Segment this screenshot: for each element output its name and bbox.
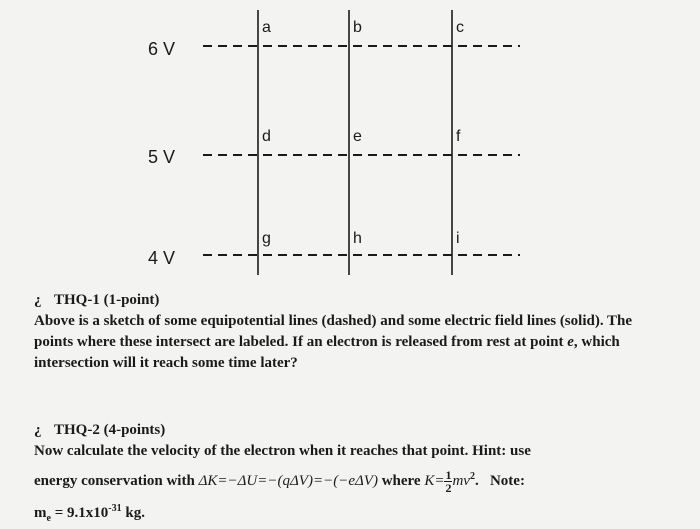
question-body-part1: Above is a sketch of some equipotential lines (dashed) and some electric field lines (solid). The points where these intersect are labeled. If an electron is released from rest at point xyxy=(34,313,633,350)
point-label-g: g xyxy=(262,230,271,247)
kinetic-energy-rhs: mv xyxy=(452,473,470,489)
question-heading-thq1 xyxy=(34,290,674,311)
line2-text-c: . Note: xyxy=(474,473,525,489)
point-label-i: i xyxy=(456,230,460,247)
point-label-e: e xyxy=(353,128,362,145)
mass-unit: kg. xyxy=(121,505,145,522)
potential-label-5v: 5 V xyxy=(148,147,176,167)
point-label-b: b xyxy=(353,19,362,36)
question-thq2 xyxy=(34,420,674,529)
question-mark-icon: ¿ xyxy=(34,292,42,308)
question-body-part2: , which intersection will it reach some time later? xyxy=(34,334,620,371)
mass-subscript: e xyxy=(46,513,51,525)
point-e-ref: e xyxy=(567,334,574,350)
point-label-c: c xyxy=(456,19,464,36)
kinetic-energy-lhs: K= xyxy=(424,473,445,489)
energy-equation: ΔK=−ΔU=−(qΔV)=−(−eΔV) xyxy=(198,473,378,489)
fraction-denominator: 2 xyxy=(445,481,452,496)
potential-label-6v: 6 V xyxy=(148,39,176,59)
question-body-thq1 xyxy=(34,311,674,374)
question-mark-icon: ¿ xyxy=(34,422,42,438)
exponent-two: 2 xyxy=(469,471,475,482)
line2-text-b: where xyxy=(377,473,425,489)
question-heading-thq2 xyxy=(34,420,674,441)
point-label-f: f xyxy=(456,128,461,145)
point-label-a: a xyxy=(262,19,271,36)
point-label-d: d xyxy=(262,128,271,145)
mass-exponent: -31 xyxy=(108,503,122,515)
mass-symbol: m xyxy=(34,505,47,522)
line2-text-a: energy conservation with xyxy=(34,473,199,489)
question-line-1: Now calculate the velocity of the electron when it reaches that point. Hint: use xyxy=(34,443,531,459)
point-label-h: h xyxy=(353,230,362,247)
fraction-numerator: 1 xyxy=(445,468,452,483)
potential-label-4v: 4 V xyxy=(148,248,176,268)
mass-value: = 9.1x10 xyxy=(50,505,109,522)
question-title-thq2: THQ-2 (4-points) xyxy=(54,422,166,438)
question-thq1 xyxy=(34,290,674,374)
electron-mass-line xyxy=(34,498,674,529)
question-title-thq1: THQ-1 (1-point) xyxy=(54,292,160,308)
question-line-2 xyxy=(34,466,674,494)
